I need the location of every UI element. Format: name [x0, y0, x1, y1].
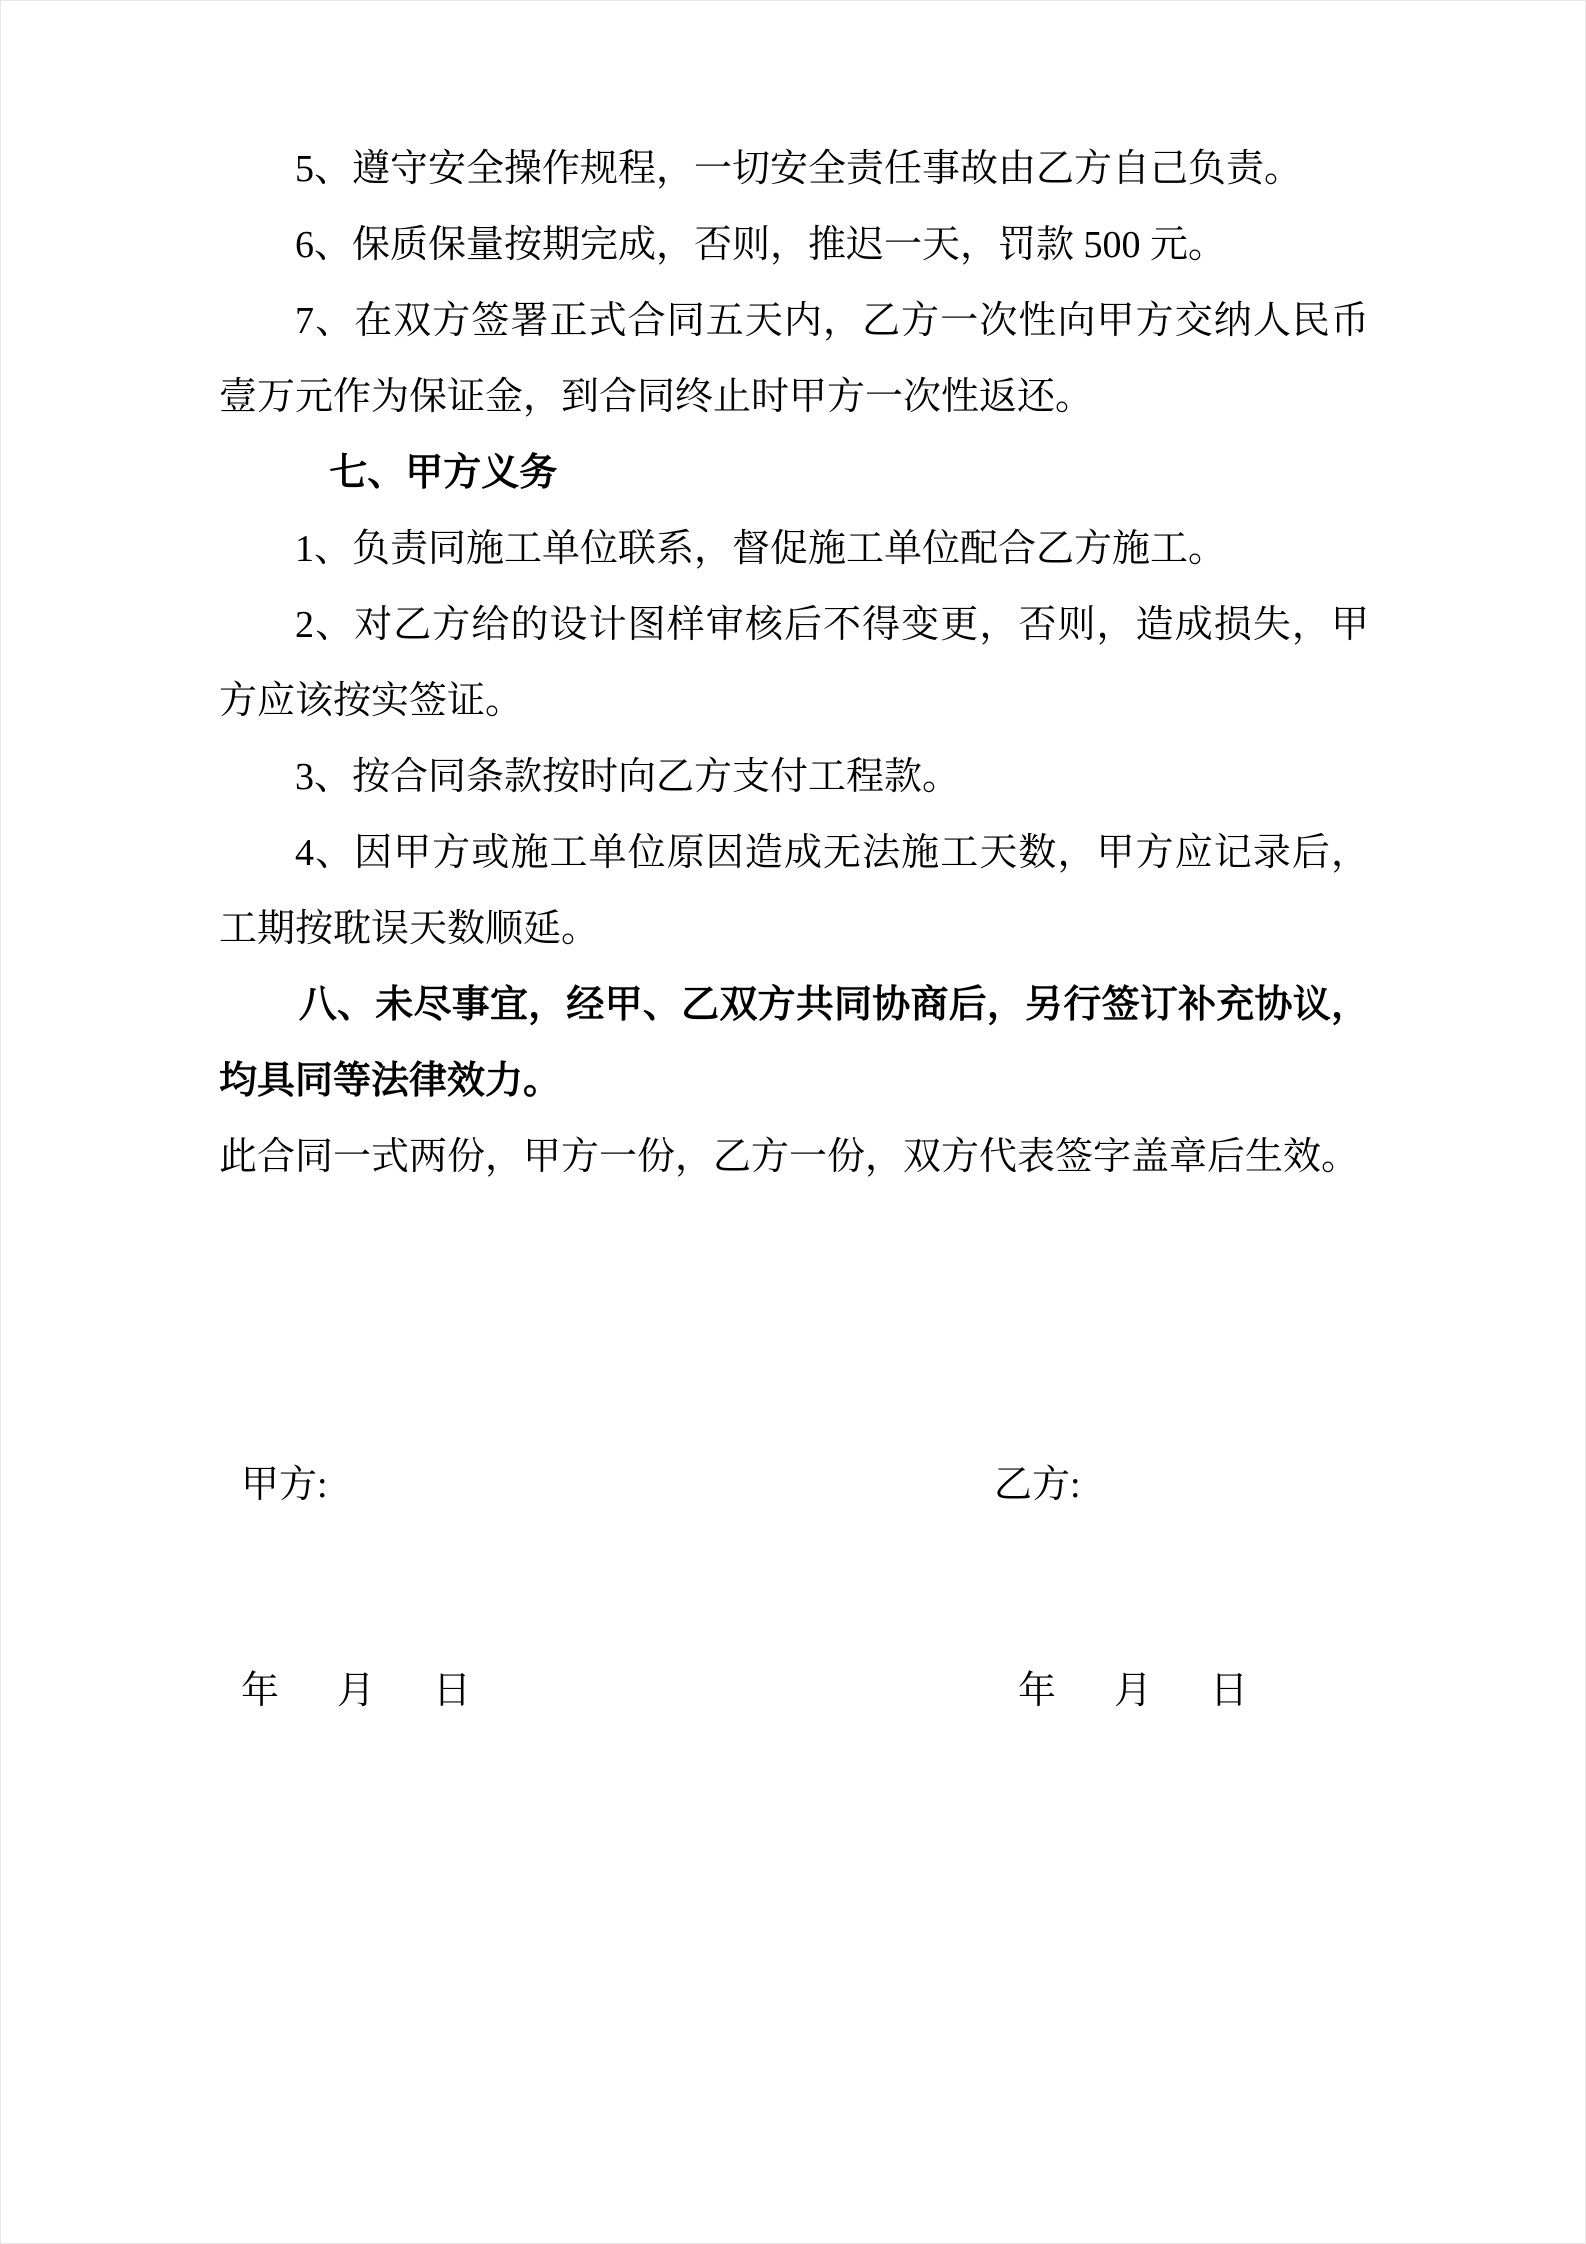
party-b-date-line: 年 月 日 — [1018, 1670, 1259, 1712]
clause-7-item-4: 4、因甲方或施工单位原因造成无法施工天数，甲方应记录后，工期按耽误天数顺延。 — [219, 832, 1369, 950]
clause-6-item-5: 5、遵守安全操作规程，一切安全责任事故由乙方自己负责。 — [295, 148, 1303, 190]
section-8-clause: 八、未尽事宜，经甲、乙双方共同协商后，另行签订补充协议，均具同等法律效力。 — [219, 984, 1369, 1102]
clause-6-item-7: 7、在双方签署正式合同五天内，乙方一次性向甲方交纳人民币壹万元作为保证金，到合同终止时甲方一次性返还。 — [219, 300, 1369, 418]
section-7-heading: 七、甲方义务 — [329, 452, 558, 494]
clause-7-item-1: 1、负责同施工单位联系，督促施工单位配合乙方施工。 — [295, 528, 1227, 570]
party-b-label: 乙方: — [994, 1464, 1081, 1506]
contract-body — [219, 131, 1369, 1195]
party-a-label: 甲方: — [241, 1464, 328, 1506]
party-a-date-line: 年 月 日 — [241, 1670, 482, 1712]
clause-7-item-3: 3、按合同条款按时向乙方支付工程款。 — [295, 756, 961, 798]
clause-7-item-2: 2、对乙方给的设计图样审核后不得变更，否则，造成损失，甲方应该按实签证。 — [219, 604, 1369, 722]
clause-6-item-6: 6、保质保量按期完成，否则，推迟一天，罚款 500 元。 — [295, 224, 1227, 266]
closing-clause: 此合同一式两份，甲方一份，乙方一份，双方代表签字盖章后生效。 — [219, 1136, 1360, 1178]
